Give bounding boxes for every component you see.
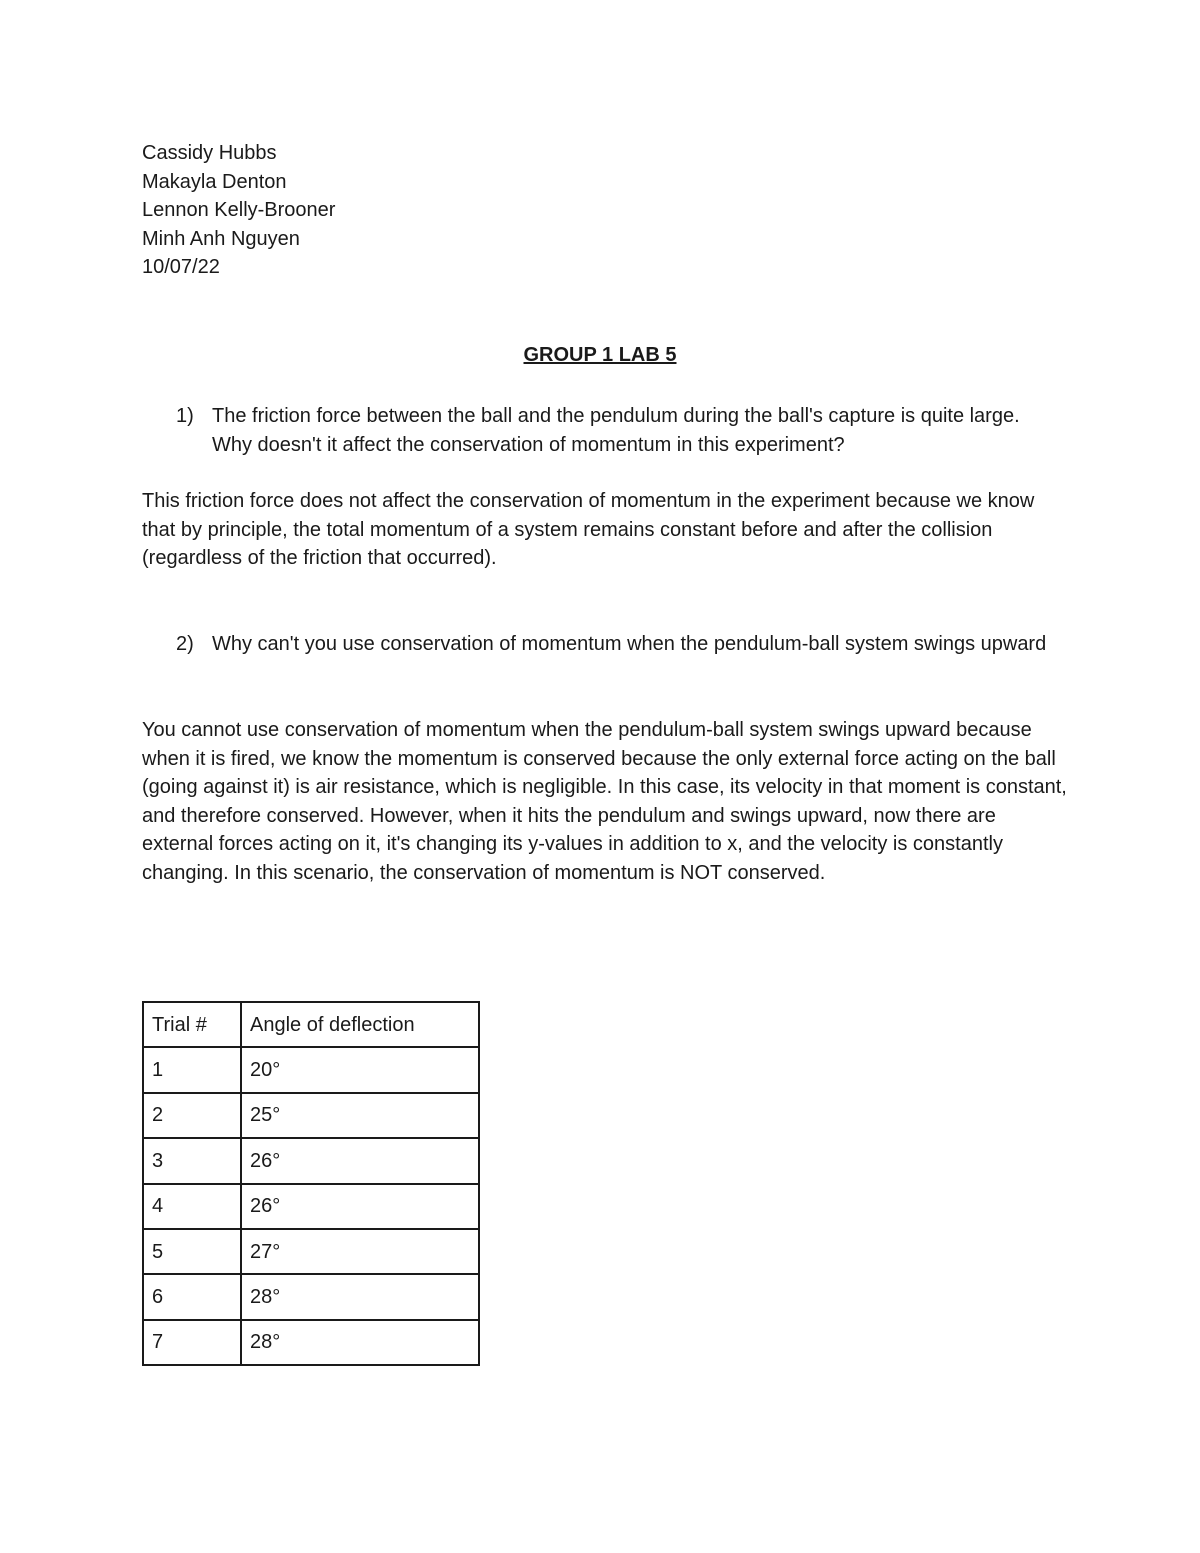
table-row (143, 1184, 479, 1229)
author-block (142, 139, 742, 282)
author-name: Minh Anh Nguyen (142, 227, 300, 250)
trial-number-cell: 5 (143, 1229, 241, 1274)
table-header-cell: Angle of deflection (241, 1002, 479, 1047)
table-row (143, 1047, 479, 1092)
question-text: Why can't you use conservation of momentum when the pendulum-ball system swings upward (212, 633, 1047, 655)
trials-table (142, 1001, 480, 1366)
question-text: The friction force between the ball and the pendulum during the ball's capture is quite large. Why doesn't it affect the conservation of momentum in this experiment? (212, 405, 1020, 456)
document-title: GROUP 1 LAB 5 (523, 344, 677, 366)
table-row (143, 1229, 479, 1274)
angle-cell: 28° (241, 1320, 479, 1365)
angle-cell: 20° (241, 1047, 479, 1092)
angle-cell: 25° (241, 1093, 479, 1138)
angle-cell: 26° (241, 1138, 479, 1183)
question-2 (142, 630, 1062, 659)
author-name: Lennon Kelly-Brooner (142, 199, 336, 222)
angle-cell: 27° (241, 1229, 479, 1274)
angle-cell: 26° (241, 1184, 479, 1229)
author-name: Makayla Denton (142, 170, 287, 193)
question-number: 1) (176, 405, 194, 427)
trial-number-cell: 3 (143, 1138, 241, 1183)
question-1 (142, 402, 1062, 459)
angle-cell: 28° (241, 1274, 479, 1319)
table-row (143, 1320, 479, 1365)
answer-2 (142, 716, 1072, 888)
table-row (143, 1138, 479, 1183)
trial-number-cell: 1 (143, 1047, 241, 1092)
answer-text: This friction force does not affect the conservation of momentum in the experiment because we know that by principle, the total momentum of a system remains constant before and after the collision (regardless of the friction that occurred). (142, 490, 1035, 570)
document-date: 10/07/22 (142, 256, 220, 279)
answer-text: You cannot use conservation of momentum when the pendulum-ball system swings upward because when it is fired, we know the momentum is conserved because the only external force acting on the ball (going against it) is air resistance, which is negligible. In this case, its velocity in that moment is constant, and therefore conserved. However, when it hits the pendulum and swings upward, now there are external forces acting on it, it's changing its y-values in addition to x, and the velocity is constantly changing. In this scenario, the conservation of momentum is NOT conserved. (142, 719, 1067, 884)
question-number: 2) (176, 633, 194, 655)
trial-number-cell: 2 (143, 1093, 241, 1138)
trial-number-cell: 4 (143, 1184, 241, 1229)
table-row (143, 1093, 479, 1138)
table-row (143, 1274, 479, 1319)
trial-number-cell: 7 (143, 1320, 241, 1365)
author-name: Cassidy Hubbs (142, 142, 277, 164)
trial-number-cell: 6 (143, 1274, 241, 1319)
table-header-row (143, 1002, 479, 1047)
answer-1 (142, 487, 1072, 573)
table-header-cell: Trial # (143, 1002, 241, 1047)
